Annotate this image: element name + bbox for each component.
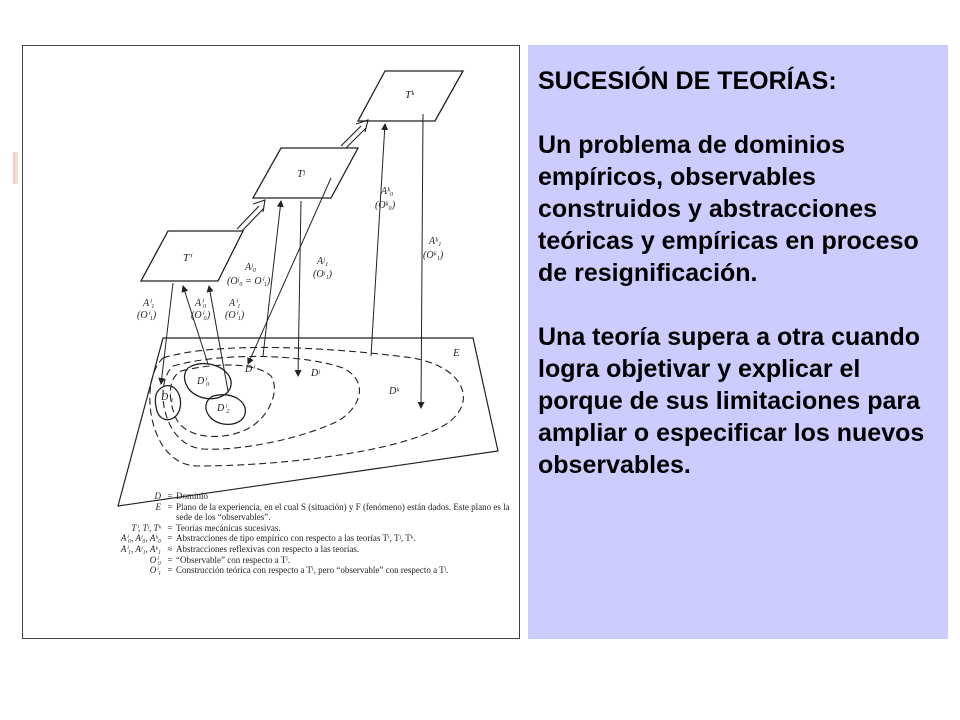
legend-eq: = [167, 501, 173, 512]
legend-definition: “Observable” con respecto a Tⁱ. [176, 554, 291, 565]
legend-row [105, 523, 515, 534]
label-abs-1b: Aⁱ₁ [229, 298, 241, 309]
legend-definition: Dominio [176, 491, 209, 501]
legend-eq: = [167, 522, 173, 533]
label-abs-i0: Aⁱ₀ [195, 298, 207, 309]
domain-i-contour [170, 365, 274, 436]
diagram-legend [105, 491, 515, 576]
label-abs-k1: Aᵏ₁ [429, 236, 442, 247]
label-obs-i1: (Oⁱ₁) [137, 310, 157, 321]
text-panel [528, 45, 948, 639]
label-plane-e: E [453, 347, 460, 359]
label-abs-i1: Aⁱ₁ [143, 298, 155, 309]
legend-symbol: Aⁱ₁, Aʲ₁, Aᵏ₁ [120, 543, 161, 554]
legend-eq: = [167, 565, 173, 576]
legend-row [105, 565, 515, 576]
label-obs-j0: (Oʲ₀ = Oⁱ₁) [227, 276, 271, 287]
legend-eq: = [167, 491, 173, 501]
succession-arrow-ij [237, 200, 265, 231]
label-abs-j0: Aʲ₀ [245, 262, 257, 273]
label-dom-j: Dʲ [311, 368, 320, 379]
label-obs-k0: (Oᵏ₀) [375, 200, 396, 211]
diagram-figure [22, 45, 520, 639]
legend-symbol: Aⁱ₀, Aʲ₀, Aᵏ₀ [120, 533, 161, 544]
label-dom-i: Dⁱ [245, 364, 255, 375]
legend-row [105, 502, 515, 523]
legend-symbol: Oⁱ₀ [149, 554, 161, 565]
label-dom-i0: Dⁱ₀ [197, 376, 210, 387]
legend-definition: Construcción teórica con respecto a Tⁱ, pero “observable” con respecto a Tʲ. [176, 565, 449, 576]
slide-paragraph-2: Una teoría supera a otra cuando logra objetivar y explicar el porque de sus limitaciones para ampliar o especificar los nuevos observables. [538, 323, 925, 479]
legend-symbol: Oⁱ₁ [149, 565, 161, 576]
legend-definition: Teorías mecánicas sucesivas. [176, 522, 281, 533]
legend-eq: ≈ [167, 543, 173, 554]
label-abs-k0: Aᵏ₀ [381, 186, 394, 197]
legend-definition: Abstracciones de tipo empírico con respecto a las teorías Tⁱ, Tʲ, Tᵏ. [176, 533, 416, 544]
slide-paragraph-1: Un problema de dominios empíricos, observables construidos y abstracciones teóricas y empíricas en proceso de resignificación. [538, 131, 919, 287]
theory-plane-i [141, 231, 243, 281]
legend-row [105, 491, 515, 502]
legend-eq: = [167, 554, 173, 565]
legend-row [105, 544, 515, 555]
theory-plane-j [253, 148, 358, 198]
legend-symbol: Tⁱ, Tʲ, Tᵏ [131, 522, 161, 533]
label-theory-k: Tᵏ [405, 89, 415, 101]
label-obs-1b: (Oⁱ₁) [225, 310, 245, 321]
label-obs-j1: (Oʲ₁) [313, 269, 333, 280]
label-dom-i2: Dⁱ₂ [217, 403, 230, 414]
legend-row [105, 555, 515, 566]
legend-definition: Plano de la experiencia, en el cual S (situación) y F (fenómeno) están dados. Este plano es la sede de los “observables”. [176, 501, 510, 523]
label-dom-k: Dᵏ [389, 386, 400, 397]
legend-symbol: E [155, 501, 161, 512]
legend-eq: = [167, 533, 173, 544]
succession-arrow-jk [341, 120, 368, 148]
slide-heading: SUCESIÓN DE TEORÍAS: [538, 67, 837, 95]
label-theory-i: Tⁱ [183, 252, 192, 264]
label-dom-i1: Dⁱ₁ [161, 392, 174, 403]
legend-definition: Abstracciones reflexivas con respecto a las teorías. [176, 543, 360, 554]
legend-symbol: D [154, 491, 161, 501]
accent-mark [13, 152, 18, 184]
label-obs-i0: (Oⁱ₀) [191, 310, 211, 321]
label-obs-k1: (Oᵏ₁) [423, 250, 444, 261]
experience-plane [118, 338, 498, 506]
legend-row [105, 533, 515, 544]
label-theory-j: Tʲ [297, 168, 305, 180]
label-abs-j1: Aʲ₁ [317, 256, 329, 267]
